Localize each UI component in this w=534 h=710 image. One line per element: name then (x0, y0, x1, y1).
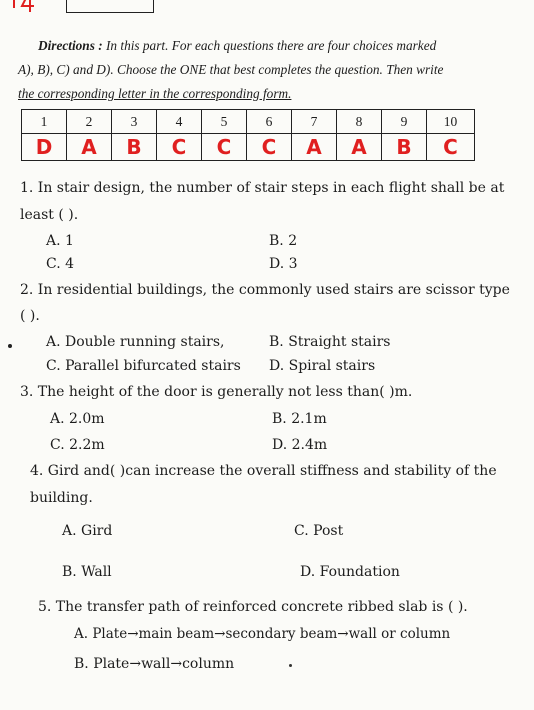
directions-line-3: the corresponding letter in the corresponding form. (18, 86, 292, 101)
table-cell-number: 5 (202, 110, 247, 134)
handwritten-answer[interactable]: C (157, 134, 202, 161)
handwritten-answer[interactable]: B (112, 134, 157, 161)
stray-dot (289, 664, 292, 667)
question-4-option-c[interactable]: C. Post (294, 523, 344, 539)
question-5-option-b[interactable]: B. Plate→wall→column (74, 656, 235, 672)
question-2-option-a[interactable]: A. Double running stairs, (46, 334, 225, 350)
question-1-option-a[interactable]: A. 1 (46, 233, 74, 249)
answer-table (21, 109, 475, 161)
directions-line-1 (18, 34, 514, 58)
answer-table-answers-row (22, 134, 475, 161)
table-cell-number: 3 (112, 110, 157, 134)
directions-line-2: A), B), C) and D). Choose the ONE that best completes the question. Then write (18, 62, 444, 77)
score-box (66, 0, 154, 13)
table-cell-number: 2 (67, 110, 112, 134)
question-3-option-b[interactable]: B. 2.1m (272, 411, 327, 427)
table-cell-number: 4 (157, 110, 202, 134)
handwritten-answer[interactable]: B (382, 134, 427, 161)
question-1-option-b[interactable]: B. 2 (269, 233, 298, 249)
directions-text-1: In this part. For each questions there are four choices marked (105, 38, 437, 53)
question-1-option-d[interactable]: D. 3 (269, 256, 298, 272)
table-cell-number: 10 (427, 110, 475, 134)
answer-table-numbers-row (22, 110, 475, 134)
handwritten-answer[interactable]: A (67, 134, 112, 161)
question-3-option-c[interactable]: C. 2.2m (50, 437, 105, 453)
question-4-option-a[interactable]: A. Gird (62, 523, 113, 539)
handwritten-answer[interactable]: C (202, 134, 247, 161)
question-2-option-b[interactable]: B. Straight stairs (269, 334, 391, 350)
handwritten-answer[interactable]: D (22, 134, 67, 161)
question-4-stem-cont: building. (30, 490, 93, 506)
handwritten-answer[interactable]: C (427, 134, 475, 161)
question-1-stem: 1. In stair design, the number of stair steps in each flight shall be at (20, 180, 505, 196)
question-1-stem-cont: least ( ). (20, 207, 79, 223)
question-2-stem-cont: ( ). (20, 308, 40, 324)
handwritten-answer[interactable]: A (292, 134, 337, 161)
question-4-stem: 4. Gird and( )can increase the overall stiffness and stability of the (30, 463, 497, 479)
table-cell-number: 8 (337, 110, 382, 134)
question-5-option-a[interactable]: A. Plate→main beam→secondary beam→wall or column (74, 626, 451, 642)
handwritten-corner-number (8, 0, 68, 16)
question-4-option-d[interactable]: D. Foundation (300, 564, 400, 580)
directions-block (18, 34, 514, 106)
table-cell-number: 1 (22, 110, 67, 134)
question-2-stem: 2. In residential buildings, the commonly used stairs are scissor type (20, 282, 510, 298)
question-2-option-d[interactable]: D. Spiral stairs (269, 358, 376, 374)
question-3-stem: 3. The height of the door is generally not less than( )m. (20, 384, 413, 400)
question-2-option-c[interactable]: C. Parallel bifurcated stairs (46, 358, 241, 374)
question-1-option-c[interactable]: C. 4 (46, 256, 75, 272)
table-cell-number: 6 (247, 110, 292, 134)
table-cell-number: 9 (382, 110, 427, 134)
question-5-stem: 5. The transfer path of reinforced concrete ribbed slab is ( ). (38, 599, 468, 615)
question-3-option-a[interactable]: A. 2.0m (50, 411, 105, 427)
handwritten-answer[interactable]: A (337, 134, 382, 161)
question-3-option-d[interactable]: D. 2.4m (272, 437, 328, 453)
bullet-mark (8, 344, 12, 348)
table-cell-number: 7 (292, 110, 337, 134)
handwritten-answer[interactable]: C (247, 134, 292, 161)
question-4-option-b[interactable]: B. Wall (62, 564, 112, 580)
directions-label: Directions : (38, 38, 103, 53)
